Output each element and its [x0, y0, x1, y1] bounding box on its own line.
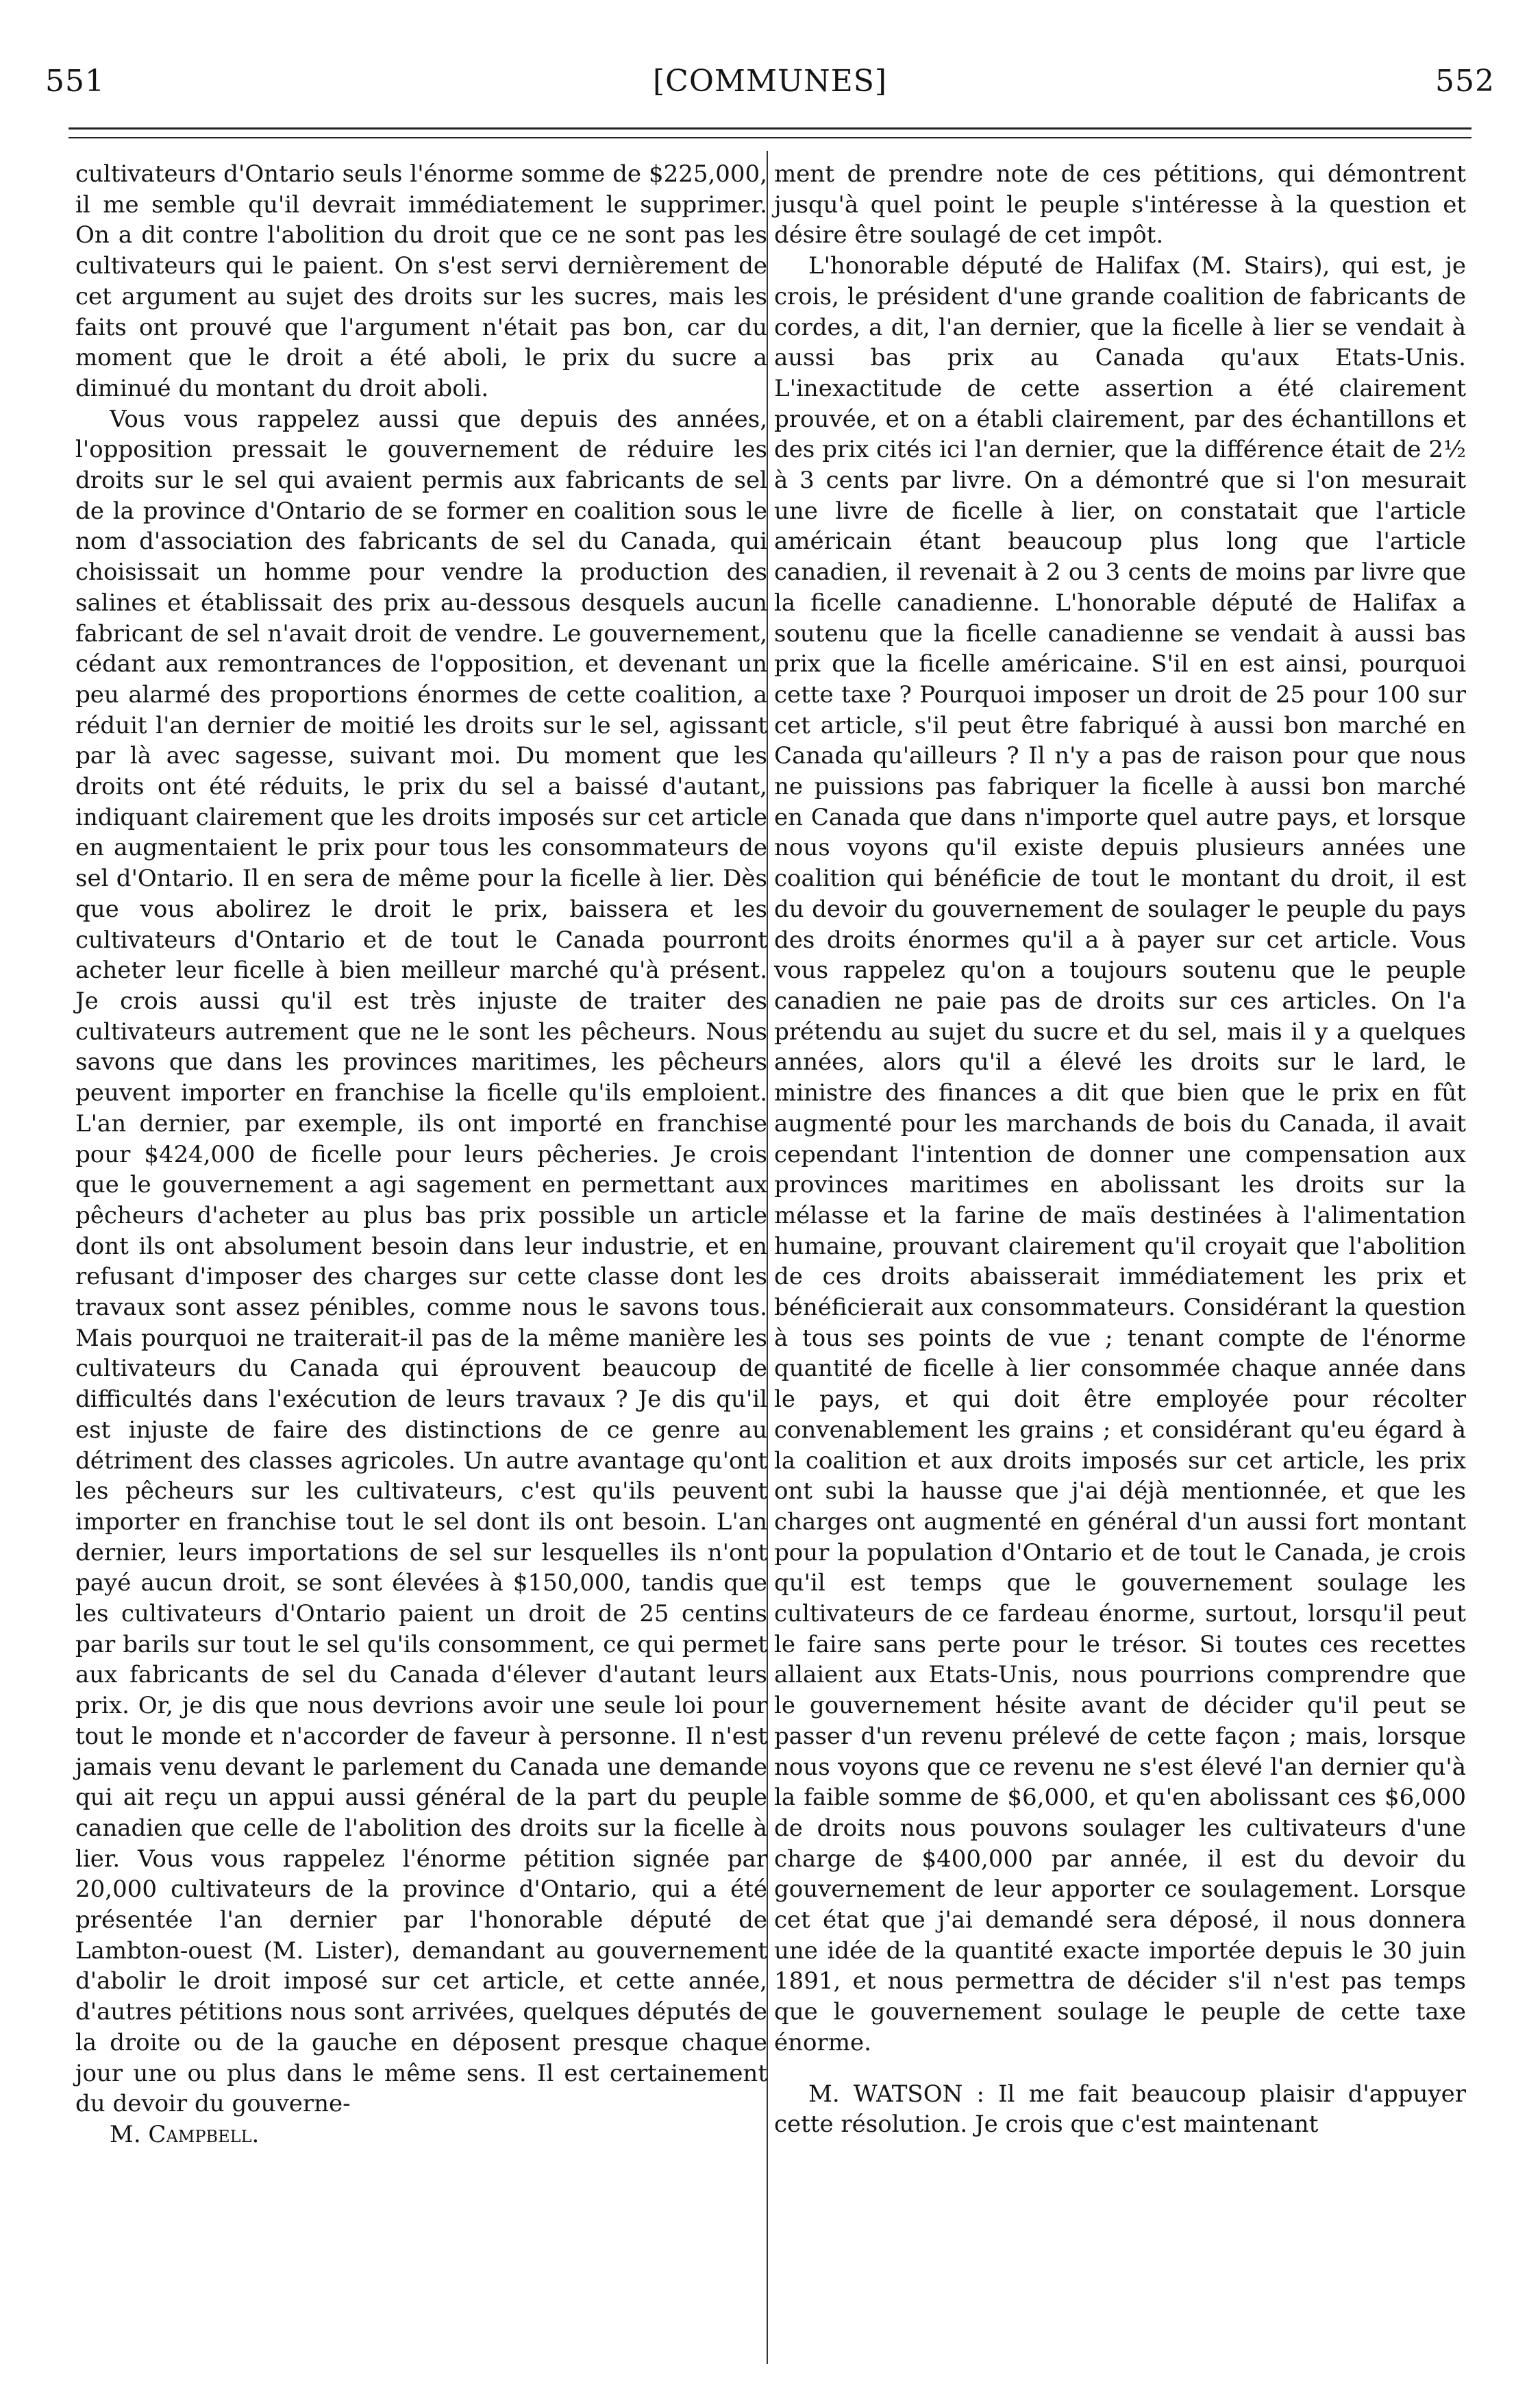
left-column [75, 159, 767, 2150]
speaker-name: M. WATSON : [808, 2080, 984, 2108]
paragraph: cultivateurs d'Ontario seuls l'énorme somme de $225,000, il me semble qu'il devrait immédiatement le supprimer. On a dit contre l'abolition du droit que ce ne sont pas les cultivateurs qui le paient. On s'est servi dernièrement de cet argument au sujet des droits sur les sucres, mais les faits ont prouvé que l'argument n'était pas bon, car du moment que le droit a été aboli, le prix du sucre a diminué du montant du droit aboli. [75, 160, 767, 402]
speaker-signoff: M. Campbell. [110, 2121, 260, 2148]
speech-text: Il me fait beaucoup plaisir d'appuyer cette résolution. Je crois que c'est maintenant [774, 2080, 1466, 2139]
right-column [774, 159, 1466, 2140]
page-number-right: 552 [1435, 63, 1495, 99]
header-rule-top [69, 127, 1471, 130]
paragraph: L'honorable député de Halifax (M. Stairs), qui est, je crois, le président d'une grande coalition de fabricants de cordes, a dit, l'an dernier, que la ficelle à lier se vendait à aussi bas prix au Canada qu'aux Etats-Unis. L'inexactitude de cette assertion a été clairement prouvée, et on a établi clairement, par des échantillons et des prix cités ici l'an dernier, que la différence était de 2½ à 3 cents par livre. On a démontré que si l'on mesurait une livre de ficelle à lier, on constatait que l'article américain étant beaucoup plus long que l'article canadien, il revenait à 2 ou 3 cents de moins par livre que la ficelle canadienne. L'honorable député de Halifax a soutenu que la ficelle canadienne se vendait à aussi bas prix que la ficelle américaine. S'il en est ainsi, pourquoi cette taxe ? Pourquoi imposer un droit de 25 pour 100 sur cet article, s'il peut être fabriqué à aussi bon marché en Canada qu'ailleurs ? Il n'y a pas de raison pour que nous ne puissions pas fabriquer la ficelle à aussi bon marché en Canada que dans n'importe quel autre pays, et lorsque nous voyons qu'il existe depuis plusieurs années une coalition qui bénéficie de tout le montant du droit, il est du devoir du gouvernement de soulager le peuple du pays des droits énormes qu'il a à payer sur cet article. Vous vous rappelez qu'on a toujours soutenu que le peuple canadien ne paie pas de droits sur ces articles. On l'a prétendu au sujet du sucre et du sel, mais il y a quelques années, alors qu'il a élevé les droits sur le lard, le ministre des finances a dit que bien que le prix en fût augmenté pour les marchands de bois du Canada, il avait cependant l'intention de donner une compensation aux provinces maritimes en abolissant les droits sur la mélasse et la farine de maïs destinées à l'alimentation humaine, prouvant clairement qu'il croyait que l'abolition de ces droits abaisserait immédiatement les prix et bénéficierait aux consommateurs. Considérant la question à tous ses points de vue ; tenant compte de l'énorme quantité de ficelle à lier consommée chaque année dans le pays, et qui doit être employée pour récolter convenablement les grains ; et considérant qu'eu égard à la coalition et aux droits imposés sur cet article, les prix ont subi la hausse que j'ai déjà mentionnée, et que les charges ont augmenté en général d'un aussi fort montant pour la population d'Ontario et de tout le Canada, je crois qu'il est temps que le gouvernement soulage les cultivateurs de ce fardeau énorme, surtout, lorsqu'il peut le faire sans perte pour le trésor. Si toutes ces recettes allaient aux Etats-Unis, nous pourrions comprendre que le gouvernement hésite avant de décider qu'il peut se passer d'un revenu prélevé de cette façon ; mais, lorsque nous voyons que ce revenu ne s'est élevé l'an dernier qu'à la faible somme de $6,000, et qu'en abolissant ces $6,000 de droits nous pouvons soulager les cultivateurs d'une charge de $400,000 par année, il est du devoir du gouvernement de leur apporter ce soulagement. Lorsque cet état que j'ai demandé sera déposé, il nous donnera une idée de la quantité exacte importée depuis le 30 juin 1891, et nous permettra de décider s'il n'est pas temps que le gouvernement soulage le peuple de cette taxe énorme. [774, 252, 1466, 2056]
page-number-left: 551 [45, 63, 105, 99]
watson-paragraph [774, 2079, 1466, 2140]
paragraph: ment de prendre note de ces pétitions, qui démontrent jusqu'à quel point le peuple s'intéresse à la question et désire être soulagé de cet impôt. [774, 160, 1466, 249]
page-title: [COMMUNES] [652, 63, 888, 99]
page-header [45, 53, 1495, 108]
paragraph: Vous vous rappelez aussi que depuis des années, l'opposition pressait le gouvernement de réduire les droits sur le sel qui avaient permis aux fabricants de sel de la province d'Ontario de se former en coalition sous le nom d'association des fabricants de sel du Canada, qui choisissait un homme pour vendre la production des salines et établissait des prix au-dessous desquels aucun fabricant de sel n'avait droit de vendre. Le gouvernement, cédant aux remontrances de l'opposition, et devenant un peu alarmé des proportions énormes de cette coalition, a réduit l'an dernier de moitié les droits sur le sel, agissant par là avec sagesse, suivant moi. Du moment que les droits ont été réduits, le prix du sel a baissé d'autant, indiquant clairement que les droits imposés sur cet article en augmentaient le prix pour tous les consommateurs de sel d'Ontario. Il en sera de même pour la ficelle à lier. Dès que vous abolirez le droit le prix, baissera et les cultivateurs d'Ontario et de tout le Canada pourront acheter leur ficelle à bien meilleur marché qu'à présent. Je crois aussi qu'il est très injuste de traiter des cultivateurs autrement que ne le sont les pêcheurs. Nous savons que dans les provinces maritimes, les pêcheurs peuvent importer en franchise la ficelle qu'ils emploient. L'an dernier, par exemple, ils ont importé en franchise pour $424,000 de ficelle pour leurs pêcheries. Je crois que le gouvernement a agi sagement en permettant aux pêcheurs d'acheter au plus bas prix possible un article dont ils ont absolument besoin dans leur industrie, et en refusant d'imposer des charges sur cette classe dont les travaux sont assez pénibles, comme nous le savons tous. Mais pourquoi ne traiterait-il pas de la même manière les cultivateurs du Canada qui éprouvent beaucoup de difficultés dans l'exécution de leurs travaux ? Je dis qu'il est injuste de faire des distinctions de ce genre au détriment des classes agricoles. Un autre avantage qu'ont les pêcheurs sur les cultivateurs, c'est qu'ils peuvent importer en franchise tout le sel dont ils ont besoin. L'an dernier, leurs importations de sel sur lesquelles ils n'ont payé aucun droit, se sont élevées à $150,000, tandis que les cultivateurs d'Ontario paient un droit de 25 centins par barils sur tout le sel qu'ils consomment, ce qui permet aux fabricants de sel du Canada d'élever d'autant leurs prix. Or, je dis que nous devrions avoir une seule loi pour tout le monde et n'accorder de faveur à personne. Il n'est jamais venu devant le parlement du Canada une demande qui ait reçu un appui aussi général de la part du peuple canadien que celle de l'abolition des droits sur la ficelle à lier. Vous vous rappelez l'énorme pétition signée par 20,000 cultivateurs de la province d'Ontario, qui a été présentée l'an dernier par l'honorable député de Lambton-ouest (M. Lister), demandant au gouvernement d'abolir le droit imposé sur cet article, et cette année, d'autres pétitions nous sont arrivées, quelques députés de la droite ou de la gauche en déposent presque chaque jour une ou plus dans le même sens. Il est certainement du devoir du gouverne- [75, 405, 767, 2118]
header-rule-bottom [69, 137, 1471, 138]
